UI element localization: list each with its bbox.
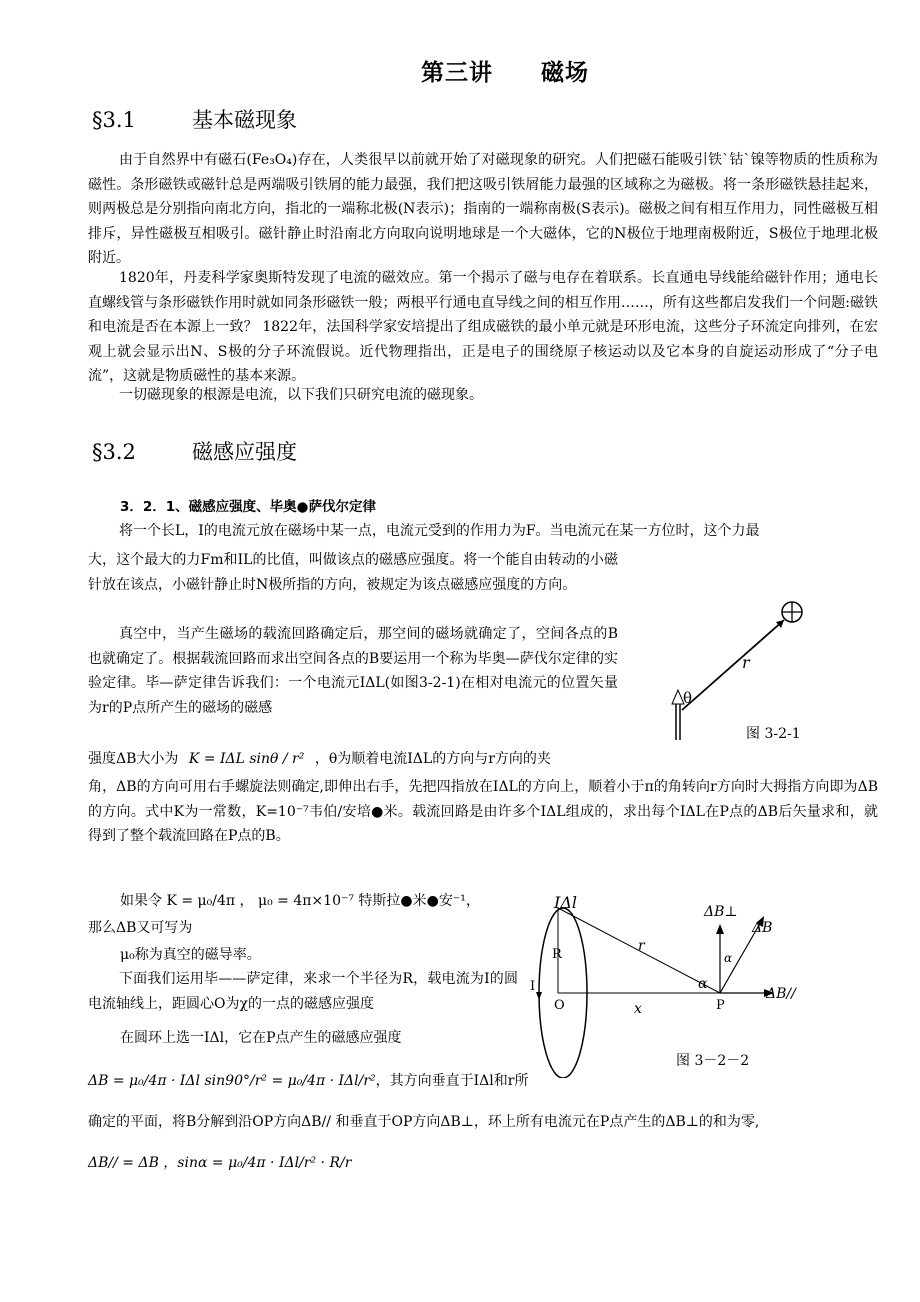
- paragraph-right-hand-rule: 角，ΔB的方向可用右手螺旋法则确定,即伸出右手，先把四指放在IΔL的方向上，顺着小于π的角转向r方向时大拇指方向即为ΔB的方向。式中K为一常数，K=10⁻⁷韦伯/安培●米。载流回路是由许多个IΔL组成的，求出每个IΔL在P点的ΔB后矢量求和，就得到了整个载流回路在P点的B。: [88, 779, 878, 844]
- O-label: O: [554, 998, 565, 1013]
- R-label: R: [552, 947, 562, 962]
- section-number: §3.1: [92, 108, 136, 132]
- section-number: §3.2: [92, 440, 136, 464]
- paragraph-biot-savart: 真空中，当产生磁场的载流回路确定后，那空间的磁场就确定了，空间各点的B也就确定了。根据载流回路而求出空间各点的B要运用一个称为毕奥—萨伐尔定律的实验定律。毕—萨定律告诉我们：一个电流元IΔL(如图3-2-1)在相对电流元的位置矢量为r的P点所产生的磁场的磁感: [88, 626, 618, 716]
- section-heading-3-1: [92, 104, 297, 134]
- formula-k: K = IΔL sinθ / r²: [188, 751, 305, 767]
- alpha-label: α: [724, 951, 733, 965]
- x-label: x: [634, 1001, 642, 1017]
- arrowhead-icon: [716, 924, 724, 934]
- figure-caption: 图 3－2－2: [676, 1053, 750, 1069]
- page-title: 第三讲 磁场: [421, 60, 589, 86]
- ring-formula: ΔB = μ₀/4π · IΔl sin90°/r² = μ₀/4π · IΔl/r²: [88, 1073, 376, 1089]
- paragraph-ring: 下面我们运用毕——萨定律，来求一个半径为R，载电流为I的圆电流轴线上，距圆心O为χ的一点的磁感应强度: [88, 971, 518, 1012]
- r-label: r: [742, 653, 750, 672]
- figure-caption: 图 3-2-1: [746, 726, 801, 742]
- paragraph-oersted: 1820年，丹麦科学家奥斯特发现了电流的磁效应。第一个揭示了磁与电存在着联系。长直通电导线能给磁针作用；通电长直螺线管与条形磁铁作用时就如同条形磁铁一般；两根平行通电直导线之间的相互作用……，所有这些都启发我们一个问题:磁铁和电流是否在本源上一致？ 1822年，法国科学家安培提出了组成磁铁的最小单元就是环形电流，这些分子环流定向排列，在宏观上就会显示出N、S极的分子环流假说。近代物理指出，正是电子的围绕原子核运动以及它本身的自旋运动形成了“分子电流”，这就是物质磁性的基本来源。: [88, 270, 878, 384]
- ring-formula-tail: ，其方向垂直于IΔl和r所: [375, 1073, 529, 1089]
- theta-label: θ: [683, 689, 693, 707]
- paragraph-decomposition: 确定的平面，将B分解到沿OP方向ΔB// 和垂直于OP方向ΔB⊥，环上所有电流元在P点产生的ΔB⊥的和为零,: [88, 1114, 760, 1130]
- text-line: 将一个长L，I的电流元放在磁场中某一点，电流元受到的作用力为F。当电流元在某一方位时，这个力最: [119, 523, 760, 539]
- section-heading-3-2: [92, 436, 297, 466]
- strength-text: 强度ΔB大小为: [88, 751, 179, 767]
- text-line: [88, 748, 551, 768]
- text-line: 那么ΔB又可写为: [88, 920, 193, 936]
- ring-formula-line: [88, 1070, 528, 1090]
- b-perp-label: ΔB⊥: [704, 904, 738, 920]
- strength-text-b: ，θ为顺着电流IΔL的方向与r方向的夹: [314, 751, 551, 767]
- P-label: P: [716, 998, 725, 1013]
- current-direction-icon: [536, 992, 542, 1000]
- text-line: μ₀称为真空的磁导率。: [120, 947, 261, 963]
- b-par-label: ΔB//: [766, 986, 796, 1002]
- paragraph-magnet-basics: 由于自然界中有磁石(Fe₃O₄)存在，人类很早以前就开始了对磁现象的研究。人们把磁石能吸引铁`钴`镍等物质的性质称为磁性。条形磁铁或磁针总是两端吸引铁屑的能力最强，我们把这吸引铁屑能力最强的区域称之为磁极。将一条形磁铁悬挂起来，则两极总是分别指向南北方向，指北的一端称北极(N表示)；指南的一端称南极(S表示)。磁极之间有相互作用力，同性磁极互相排斥，异性磁极互相吸引。磁针静止时沿南北方向取向说明地球是一个大磁体，它的N极位于地理南极附近，S极位于地理北极附近。: [88, 152, 878, 266]
- final-formula: ΔB// = ΔB ，sinα = μ₀/4π · IΔl/r² · R/r: [88, 1155, 352, 1171]
- I-label: I: [530, 979, 536, 994]
- paragraph-origin-of-magnetism: 一切磁现象的根源是电流，以下我们只研究电流的磁现象。: [119, 387, 483, 403]
- idl-label: IΔl: [554, 893, 577, 912]
- alpha-label: α: [698, 976, 708, 992]
- section-title: 磁感应强度: [192, 440, 297, 464]
- figure-3-2-2: [530, 888, 910, 1078]
- position-vector: [682, 620, 784, 710]
- section-title: 基本磁现象: [192, 108, 297, 132]
- mu-definition: 如果令 K = μ₀/4π ， μ₀ = 4π×10⁻⁷ 特斯拉●米●安⁻¹，: [120, 893, 480, 909]
- r-label: r: [638, 938, 645, 954]
- text-line: 在圆环上选一IΔl，它在P点产生的磁感应强度: [120, 1030, 402, 1046]
- paragraph-definition: 大，这个最大的力Fm和IL的比值，叫做该点的磁感应强度。将一个能自由转动的小磁针放在该点，小磁针静止时N极所指的方向，被规定为该点磁感应强度的方向。: [88, 552, 618, 593]
- figure-3-2-1: [650, 590, 890, 760]
- b-label: ΔB: [752, 920, 773, 936]
- subsection-heading: 3．2．1、磁感应强度、毕奥●萨伐尔定律: [120, 499, 376, 515]
